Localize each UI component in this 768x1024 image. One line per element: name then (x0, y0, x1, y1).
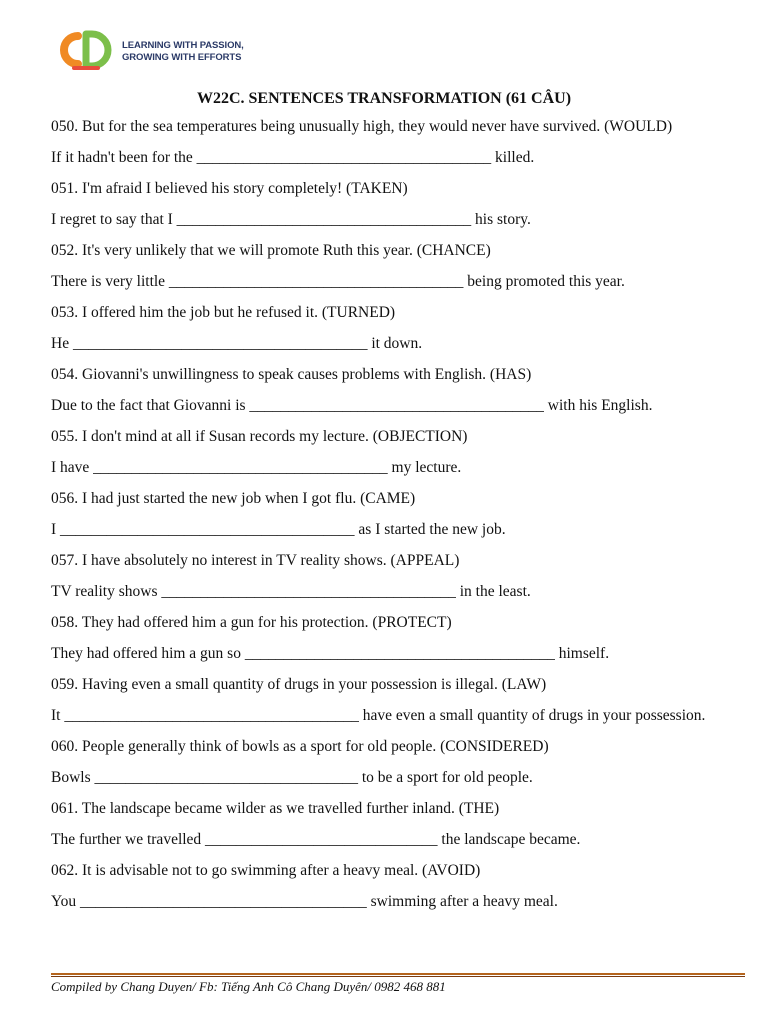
exercise-question: 059. Having even a small quantity of drugs in your possession is illegal. (LAW) (51, 676, 547, 693)
exercise-answer-line: It ______________________________________ have even a small quantity of drugs in your possession. (51, 707, 706, 724)
logo-c-shape (64, 36, 78, 64)
footer-divider-thin (51, 976, 745, 977)
exercise-answer-line: The further we travelled ______________________________ the landscape became. (51, 831, 581, 848)
exercise-question: 054. Giovanni's unwillingness to speak causes problems with English. (HAS) (51, 366, 532, 383)
exercise-question: 052. It's very unlikely that we will promote Ruth this year. (CHANCE) (51, 242, 491, 259)
exercise-answer-line: They had offered him a gun so ________________________________________ himself. (51, 645, 610, 662)
exercise-list (51, 116, 721, 922)
exercise-answer-line: I ______________________________________ as I started the new job. (51, 521, 506, 538)
cd-logo-icon (52, 26, 116, 74)
tagline-line-1: LEARNING WITH PASSION, (122, 40, 244, 51)
exercise-answer-line: If it hadn't been for the ______________________________________ killed. (51, 149, 535, 166)
logo-d-shape (86, 34, 108, 66)
brand-tagline (122, 40, 244, 64)
exercise-question: 058. They had offered him a gun for his protection. (PROTECT) (51, 614, 452, 631)
exercise-answer-line: I have ______________________________________ my lecture. (51, 459, 462, 476)
tagline-line-2: GROWING WITH EFFORTS (122, 52, 242, 63)
exercise-answer-line: Bowls __________________________________ to be a sport for old people. (51, 769, 533, 786)
exercise-answer-line: He ______________________________________ it down. (51, 335, 423, 352)
exercise-question: 060. People generally think of bowls as a sport for old people. (CONSIDERED) (51, 738, 549, 755)
exercise-question: 061. The landscape became wilder as we travelled further inland. (THE) (51, 800, 500, 817)
exercise-answer-line: I regret to say that I ______________________________________ his story. (51, 211, 531, 228)
exercise-answer-line: TV reality shows ______________________________________ in the least. (51, 583, 531, 600)
exercise-answer-line: Due to the fact that Giovanni is ______________________________________ with his English. (51, 397, 653, 414)
exercise-question: 062. It is advisable not to go swimming after a heavy meal. (AVOID) (51, 862, 481, 879)
exercise-answer-line: You _____________________________________ swimming after a heavy meal. (51, 893, 558, 910)
exercise-question: 053. I offered him the job but he refused it. (TURNED) (51, 304, 396, 321)
exercise-question: 056. I had just started the new job when I got flu. (CAME) (51, 490, 416, 507)
exercise-answer-line: There is very little ______________________________________ being promoted this year. (51, 273, 625, 290)
exercise-question: 050. But for the sea temperatures being unusually high, they would never have survived. (WOULD) (51, 118, 673, 135)
exercise-question: 057. I have absolutely no interest in TV reality shows. (APPEAL) (51, 552, 460, 569)
exercise-question: 051. I'm afraid I believed his story completely! (TAKEN) (51, 180, 408, 197)
footer-divider (51, 973, 745, 975)
page-title: W22C. SENTENCES TRANSFORMATION (61 CÂU) (196, 90, 572, 107)
footer-credit: Compiled by Chang Duyen/ Fb: Tiếng Anh Cô Chang Duyên/ 0982 468 881 (51, 979, 446, 994)
exercise-question: 055. I don't mind at all if Susan records my lecture. (OBJECTION) (51, 428, 468, 445)
